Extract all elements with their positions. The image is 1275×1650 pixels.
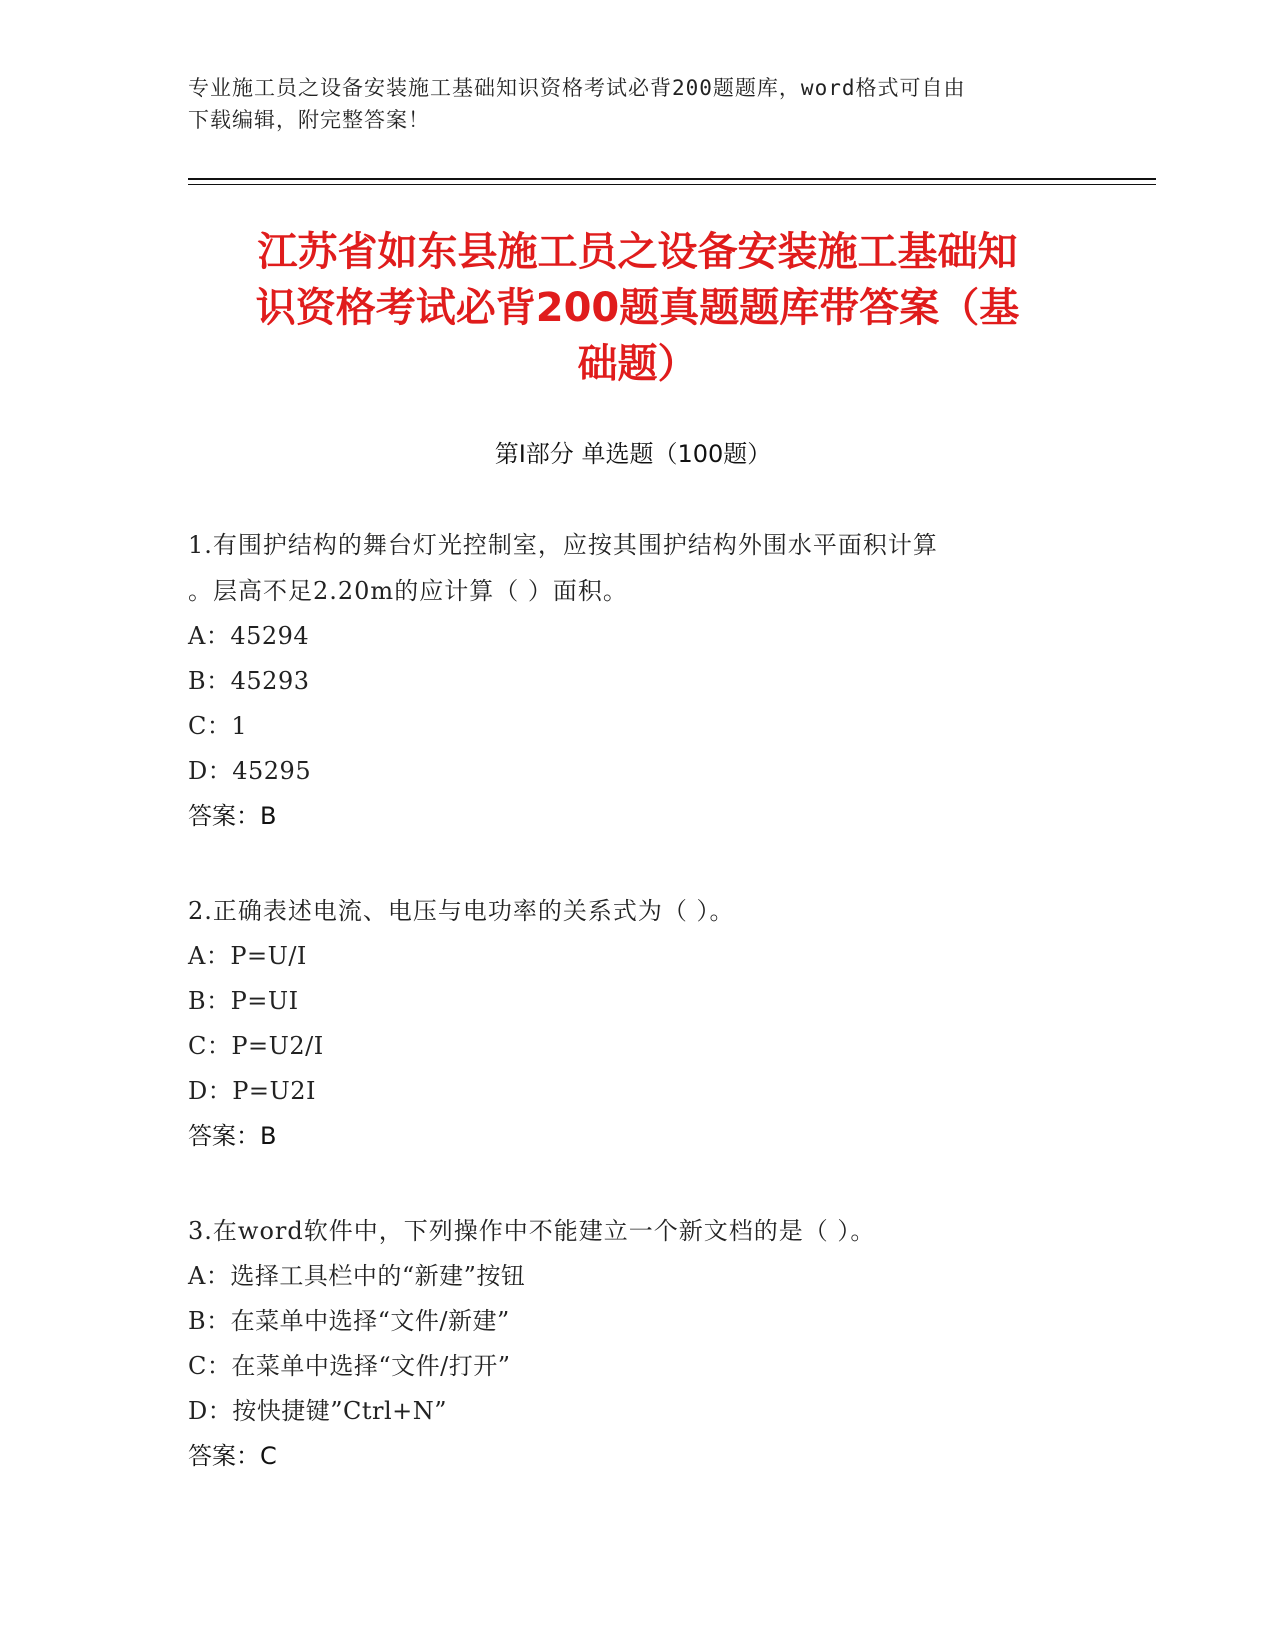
option-c: C：在菜单中选择“文件/打开” [188, 1352, 511, 1380]
question-stem [188, 888, 1088, 934]
header-divider-thick [188, 178, 1156, 180]
option-b: B：P=UI [188, 987, 299, 1015]
question-stem [188, 1208, 1088, 1254]
header-divider-thin [188, 184, 1156, 185]
question-stem-line: 1.有围护结构的舞台灯光控制室，应按其围护结构外围水平面积计算 [188, 531, 938, 559]
option-b: B：在菜单中选择“文件/新建” [188, 1307, 510, 1335]
answer: 答案：C [188, 1442, 277, 1470]
question-2 [188, 888, 1088, 1159]
option-a: A：选择工具栏中的“新建”按钮 [188, 1262, 526, 1290]
question-stem [188, 522, 1088, 614]
question-3 [188, 1208, 1088, 1479]
document-title [160, 224, 1115, 392]
document-title-line-3: 础题） [577, 341, 698, 387]
option-d: D：45295 [188, 757, 312, 785]
answer: 答案：B [188, 1122, 277, 1150]
header-note [188, 72, 1088, 136]
option-c: C：P=U2/I [188, 1032, 324, 1060]
header-note-line-2: 下载编辑，附完整答案！ [188, 108, 430, 132]
question-stem-line: 2.正确表述电流、电压与电功率的关系式为（ ）。 [188, 897, 735, 925]
document-title-line-1: 江苏省如东县施工员之设备安装施工基础知 [257, 229, 1018, 275]
option-b: B：45293 [188, 667, 310, 695]
option-a: A：P=U/I [188, 942, 307, 970]
answer: 答案：B [188, 802, 277, 830]
option-a: A：45294 [188, 622, 310, 650]
header-note-line-1: 专业施工员之设备安装施工基础知识资格考试必背200题题库，word格式可自由 [188, 76, 966, 100]
section-heading: 第I部分 单选题（100题） [494, 440, 772, 468]
question-1 [188, 522, 1088, 839]
option-d: D：按快捷键”Ctrl+N” [188, 1397, 448, 1425]
document-title-line-2: 识资格考试必背200题真题题库带答案（基 [255, 285, 1020, 331]
option-c: C：1 [188, 712, 248, 740]
question-stem-line: 3.在word软件中，下列操作中不能建立一个新文档的是（ ）。 [188, 1217, 876, 1245]
option-d: D：P=U2I [188, 1077, 316, 1105]
question-stem-line: 。层高不足2.20m的应计算（ ）面积。 [188, 577, 628, 605]
